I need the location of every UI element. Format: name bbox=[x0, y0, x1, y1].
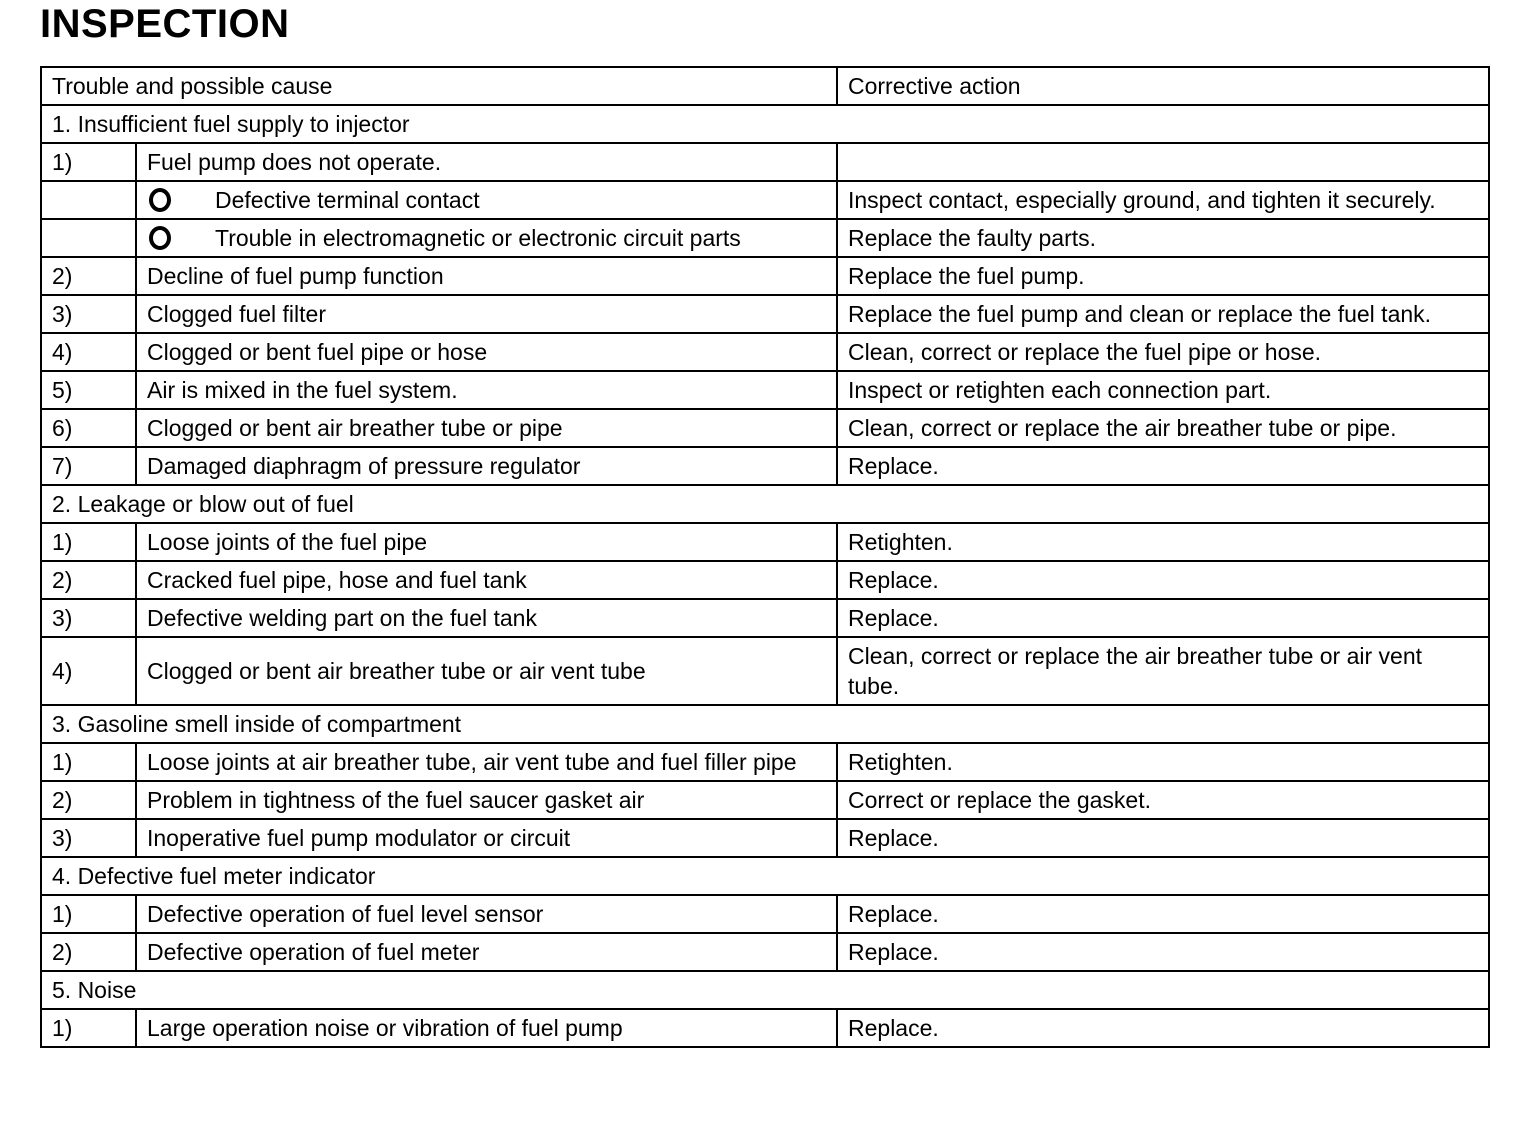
action-cell: Replace. bbox=[837, 561, 1489, 599]
page-title: INSPECTION bbox=[40, 2, 290, 46]
table-header-row bbox=[41, 67, 1489, 105]
action-cell: Replace. bbox=[837, 895, 1489, 933]
table-row bbox=[41, 599, 1489, 637]
row-number bbox=[41, 181, 136, 219]
table-row bbox=[41, 257, 1489, 295]
row-number: 6) bbox=[41, 409, 136, 447]
table-row bbox=[41, 781, 1489, 819]
section-row bbox=[41, 857, 1489, 895]
row-number: 4) bbox=[41, 637, 136, 705]
table-row bbox=[41, 447, 1489, 485]
section-row bbox=[41, 485, 1489, 523]
table-subrow bbox=[41, 219, 1489, 257]
row-number: 2) bbox=[41, 257, 136, 295]
action-cell: Replace. bbox=[837, 819, 1489, 857]
table-row bbox=[41, 637, 1489, 705]
cause-cell: Damaged diaphragm of pressure regulator bbox=[136, 447, 837, 485]
table-row bbox=[41, 295, 1489, 333]
bullet-circle-icon bbox=[149, 226, 171, 250]
action-cell: Replace. bbox=[837, 933, 1489, 971]
action-cell: Replace the faulty parts. bbox=[837, 219, 1489, 257]
table-row bbox=[41, 1009, 1489, 1047]
row-number: 4) bbox=[41, 333, 136, 371]
table-row bbox=[41, 409, 1489, 447]
section-title: 4. Defective fuel meter indicator bbox=[41, 857, 1489, 895]
section-title: 5. Noise bbox=[41, 971, 1489, 1009]
table-row bbox=[41, 933, 1489, 971]
inspection-table bbox=[40, 66, 1490, 1048]
table-row bbox=[41, 523, 1489, 561]
row-number: 1) bbox=[41, 1009, 136, 1047]
cause-cell: Defective operation of fuel meter bbox=[136, 933, 837, 971]
action-cell: Replace. bbox=[837, 599, 1489, 637]
action-cell: Clean, correct or replace the air breather tube or pipe. bbox=[837, 409, 1489, 447]
section-title: 3. Gasoline smell inside of compartment bbox=[41, 705, 1489, 743]
cause-cell: Large operation noise or vibration of fuel pump bbox=[136, 1009, 837, 1047]
row-number: 5) bbox=[41, 371, 136, 409]
action-cell: Retighten. bbox=[837, 523, 1489, 561]
action-cell: Clean, correct or replace the air breather tube or air vent tube. bbox=[837, 637, 1489, 705]
action-cell: Inspect or retighten each connection part. bbox=[837, 371, 1489, 409]
cause-cell: Loose joints of the fuel pipe bbox=[136, 523, 837, 561]
row-number: 3) bbox=[41, 819, 136, 857]
column-header-cause: Trouble and possible cause bbox=[41, 67, 837, 105]
cause-cell bbox=[136, 219, 837, 257]
action-cell: Replace the fuel pump. bbox=[837, 257, 1489, 295]
section-row bbox=[41, 105, 1489, 143]
table-row bbox=[41, 371, 1489, 409]
table-subrow bbox=[41, 181, 1489, 219]
cause-cell: Defective operation of fuel level sensor bbox=[136, 895, 837, 933]
row-number: 1) bbox=[41, 895, 136, 933]
cause-cell: Clogged or bent fuel pipe or hose bbox=[136, 333, 837, 371]
section-row bbox=[41, 971, 1489, 1009]
action-cell: Replace. bbox=[837, 447, 1489, 485]
table-row bbox=[41, 333, 1489, 371]
action-cell: Retighten. bbox=[837, 743, 1489, 781]
cause-text: Trouble in electromagnetic or electronic circuit parts bbox=[215, 225, 741, 251]
bullet-circle-icon bbox=[149, 188, 171, 212]
cause-cell: Inoperative fuel pump modulator or circuit bbox=[136, 819, 837, 857]
section-title: 2. Leakage or blow out of fuel bbox=[41, 485, 1489, 523]
cause-cell: Loose joints at air breather tube, air vent tube and fuel filler pipe bbox=[136, 743, 837, 781]
row-number: 1) bbox=[41, 743, 136, 781]
cause-cell bbox=[136, 181, 837, 219]
row-number: 2) bbox=[41, 781, 136, 819]
row-number: 3) bbox=[41, 295, 136, 333]
column-header-action: Corrective action bbox=[837, 67, 1489, 105]
row-number: 1) bbox=[41, 523, 136, 561]
table-body bbox=[41, 105, 1489, 1047]
row-number: 2) bbox=[41, 561, 136, 599]
action-cell: Replace the fuel pump and clean or replace the fuel tank. bbox=[837, 295, 1489, 333]
cause-cell: Problem in tightness of the fuel saucer gasket air bbox=[136, 781, 837, 819]
action-cell: Clean, correct or replace the fuel pipe or hose. bbox=[837, 333, 1489, 371]
cause-cell: Clogged or bent air breather tube or pipe bbox=[136, 409, 837, 447]
cause-cell: Fuel pump does not operate. bbox=[136, 143, 837, 181]
cause-cell: Clogged or bent air breather tube or air vent tube bbox=[136, 637, 837, 705]
section-row bbox=[41, 705, 1489, 743]
row-number: 1) bbox=[41, 143, 136, 181]
row-number: 7) bbox=[41, 447, 136, 485]
table-row bbox=[41, 561, 1489, 599]
cause-cell: Defective welding part on the fuel tank bbox=[136, 599, 837, 637]
cause-cell: Clogged fuel filter bbox=[136, 295, 837, 333]
table-row bbox=[41, 819, 1489, 857]
cause-cell: Air is mixed in the fuel system. bbox=[136, 371, 837, 409]
row-number: 2) bbox=[41, 933, 136, 971]
action-cell: Correct or replace the gasket. bbox=[837, 781, 1489, 819]
row-number: 3) bbox=[41, 599, 136, 637]
row-number bbox=[41, 219, 136, 257]
action-cell: Replace. bbox=[837, 1009, 1489, 1047]
table-row bbox=[41, 895, 1489, 933]
table-row bbox=[41, 743, 1489, 781]
action-cell bbox=[837, 143, 1489, 181]
cause-cell: Decline of fuel pump function bbox=[136, 257, 837, 295]
action-cell: Inspect contact, especially ground, and tighten it securely. bbox=[837, 181, 1489, 219]
table-row bbox=[41, 143, 1489, 181]
cause-text: Defective terminal contact bbox=[215, 187, 480, 213]
cause-cell: Cracked fuel pipe, hose and fuel tank bbox=[136, 561, 837, 599]
section-title: 1. Insufficient fuel supply to injector bbox=[41, 105, 1489, 143]
